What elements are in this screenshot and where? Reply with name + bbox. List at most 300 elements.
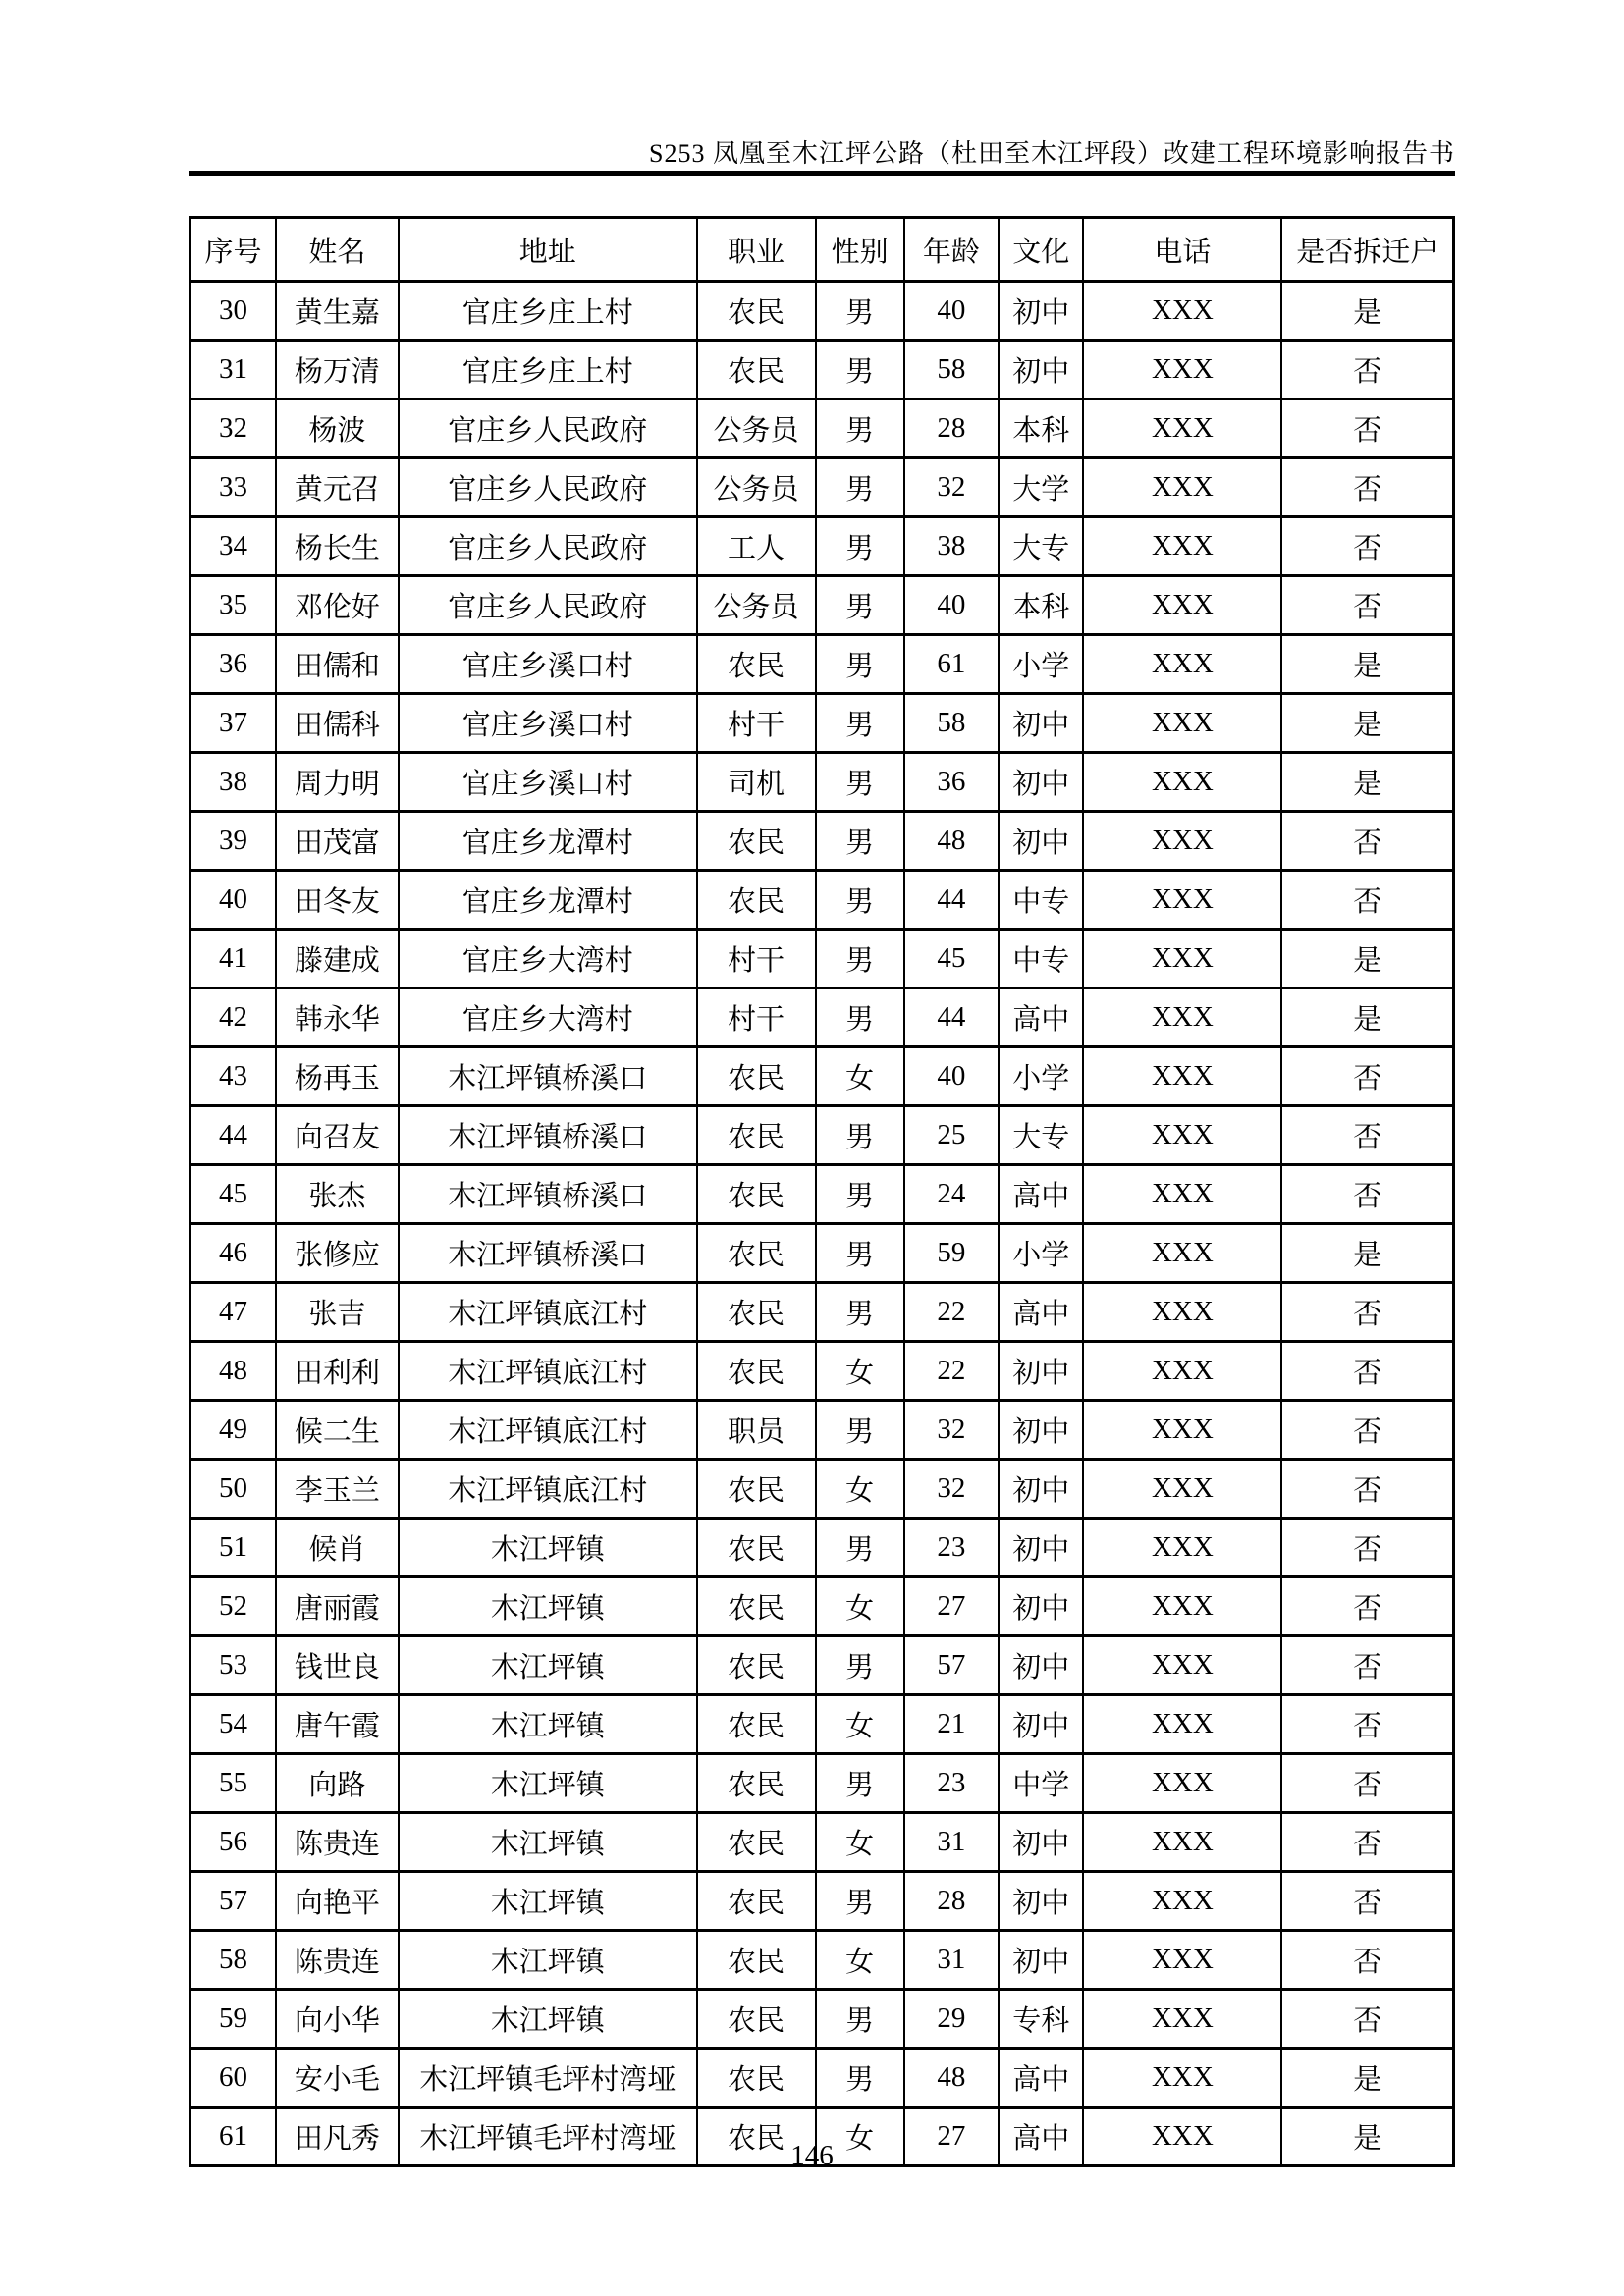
- table-cell: 女: [816, 1695, 904, 1754]
- page-number: 146: [790, 2140, 834, 2171]
- table-cell: 40: [904, 282, 1000, 341]
- table-row: [190, 635, 1454, 694]
- table-cell: 否: [1281, 1931, 1453, 1990]
- table-row: [190, 1695, 1454, 1754]
- table-cell: 农民: [697, 282, 816, 341]
- table-cell: 35: [190, 576, 277, 635]
- table-cell: 女: [816, 1460, 904, 1519]
- table-cell: 59: [904, 1224, 1000, 1283]
- table-row: [190, 341, 1454, 400]
- table-cell: 司机: [697, 753, 816, 812]
- table-cell: 女: [816, 2108, 904, 2166]
- table-cell: 47: [190, 1283, 277, 1342]
- table-cell: 小学: [999, 1047, 1083, 1106]
- table-cell: XXX: [1083, 988, 1281, 1047]
- table-cell: 初中: [999, 1636, 1083, 1695]
- table-cell: 农民: [697, 1990, 816, 2049]
- table-cell: 否: [1281, 576, 1453, 635]
- table-cell: 农民: [697, 1636, 816, 1695]
- table-cell: 38: [190, 753, 277, 812]
- table-row: [190, 694, 1454, 753]
- table-cell: 45: [190, 1165, 277, 1224]
- header-divider-rule: [189, 171, 1455, 176]
- table-cell: XXX: [1083, 2108, 1281, 2166]
- table-cell: 22: [904, 1342, 1000, 1401]
- table-row: [190, 1754, 1454, 1813]
- table-cell: 否: [1281, 1754, 1453, 1813]
- table-cell: 23: [904, 1519, 1000, 1577]
- table-cell: 男: [816, 1165, 904, 1224]
- table-cell: 农民: [697, 2049, 816, 2108]
- table-cell: 21: [904, 1695, 1000, 1754]
- table-cell: 农民: [697, 1931, 816, 1990]
- table-cell: 48: [904, 812, 1000, 871]
- table-cell: 男: [816, 1754, 904, 1813]
- table-cell: 农民: [697, 1106, 816, 1165]
- table-cell: 29: [904, 1990, 1000, 2049]
- table-cell: 田利利: [276, 1342, 399, 1401]
- table-cell: 是: [1281, 282, 1453, 341]
- table-cell: 候肖: [276, 1519, 399, 1577]
- table-cell: 中专: [999, 871, 1083, 930]
- table-cell: XXX: [1083, 1754, 1281, 1813]
- table-cell: XXX: [1083, 1342, 1281, 1401]
- table-cell: 31: [190, 341, 277, 400]
- table-cell: 韩永华: [276, 988, 399, 1047]
- table-cell: 32: [190, 400, 277, 458]
- table-cell: 31: [904, 1931, 1000, 1990]
- table-cell: 农民: [697, 1165, 816, 1224]
- table-cell: 官庄乡龙潭村: [399, 871, 697, 930]
- column-header: 年龄: [904, 218, 1000, 282]
- table-cell: XXX: [1083, 635, 1281, 694]
- table-cell: 57: [904, 1636, 1000, 1695]
- table-cell: 杨波: [276, 400, 399, 458]
- table-cell: XXX: [1083, 458, 1281, 517]
- table-cell: XXX: [1083, 341, 1281, 400]
- table-row: [190, 1106, 1454, 1165]
- table-cell: 27: [904, 1577, 1000, 1636]
- table-cell: 51: [190, 1519, 277, 1577]
- table-cell: 田冬友: [276, 871, 399, 930]
- table-cell: 农民: [697, 1577, 816, 1636]
- table-head: [190, 218, 1454, 282]
- table-cell: 48: [190, 1342, 277, 1401]
- table-cell: XXX: [1083, 282, 1281, 341]
- table-row: [190, 1990, 1454, 2049]
- table-cell: XXX: [1083, 1577, 1281, 1636]
- table-cell: 男: [816, 1224, 904, 1283]
- column-header: 序号: [190, 218, 277, 282]
- table-cell: 男: [816, 694, 904, 753]
- table-cell: 男: [816, 1106, 904, 1165]
- table-cell: 农民: [697, 871, 816, 930]
- table-cell: 高中: [999, 2108, 1083, 2166]
- table-cell: 官庄乡人民政府: [399, 400, 697, 458]
- table-cell: 49: [190, 1401, 277, 1460]
- table-cell: 木江坪镇底江村: [399, 1283, 697, 1342]
- table-cell: 初中: [999, 1577, 1083, 1636]
- table-cell: 23: [904, 1754, 1000, 1813]
- table-cell: XXX: [1083, 1401, 1281, 1460]
- table-cell: 向艳平: [276, 1872, 399, 1931]
- table-cell: 村干: [697, 930, 816, 988]
- table-cell: 木江坪镇桥溪口: [399, 1047, 697, 1106]
- table-cell: 唐丽霞: [276, 1577, 399, 1636]
- table-cell: 陈贵连: [276, 1931, 399, 1990]
- table-cell: XXX: [1083, 1695, 1281, 1754]
- column-header: 文化: [999, 218, 1083, 282]
- table-cell: 女: [816, 1813, 904, 1872]
- table-cell: 40: [904, 576, 1000, 635]
- table-cell: 否: [1281, 1695, 1453, 1754]
- table-row: [190, 458, 1454, 517]
- table-row: [190, 871, 1454, 930]
- table-cell: 是: [1281, 2049, 1453, 2108]
- table-cell: XXX: [1083, 1106, 1281, 1165]
- table-cell: 28: [904, 400, 1000, 458]
- table-row: [190, 1342, 1454, 1401]
- table-cell: 公务员: [697, 400, 816, 458]
- table-cell: 张吉: [276, 1283, 399, 1342]
- table-cell: 向召友: [276, 1106, 399, 1165]
- table-cell: 61: [190, 2108, 277, 2166]
- table-cell: XXX: [1083, 1047, 1281, 1106]
- table-row: [190, 576, 1454, 635]
- table-cell: XXX: [1083, 1224, 1281, 1283]
- table-cell: 53: [190, 1636, 277, 1695]
- table-cell: 中学: [999, 1754, 1083, 1813]
- table-cell: 大专: [999, 517, 1083, 576]
- table-row: [190, 1283, 1454, 1342]
- table-cell: XXX: [1083, 753, 1281, 812]
- table-cell: XXX: [1083, 871, 1281, 930]
- table-cell: 滕建成: [276, 930, 399, 988]
- table-row: [190, 812, 1454, 871]
- table-cell: 否: [1281, 1047, 1453, 1106]
- column-header: 职业: [697, 218, 816, 282]
- table-cell: 农民: [697, 2108, 816, 2166]
- table-cell: 村干: [697, 694, 816, 753]
- table-cell: 初中: [999, 1872, 1083, 1931]
- table-cell: 41: [190, 930, 277, 988]
- table-cell: 田凡秀: [276, 2108, 399, 2166]
- table-cell: 张修应: [276, 1224, 399, 1283]
- table-cell: XXX: [1083, 812, 1281, 871]
- table-cell: XXX: [1083, 2049, 1281, 2108]
- table-cell: XXX: [1083, 1519, 1281, 1577]
- table-cell: 初中: [999, 1342, 1083, 1401]
- table-cell: 农民: [697, 1872, 816, 1931]
- table-cell: 否: [1281, 1872, 1453, 1931]
- table-cell: 木江坪镇桥溪口: [399, 1106, 697, 1165]
- table-cell: 59: [190, 1990, 277, 2049]
- table-cell: 是: [1281, 694, 1453, 753]
- table-cell: 32: [904, 1460, 1000, 1519]
- table-cell: XXX: [1083, 694, 1281, 753]
- table-cell: 小学: [999, 635, 1083, 694]
- table-header-row: [190, 218, 1454, 282]
- table-cell: 是: [1281, 930, 1453, 988]
- table-cell: 32: [904, 1401, 1000, 1460]
- table-row: [190, 517, 1454, 576]
- table-cell: 农民: [697, 1519, 816, 1577]
- table-cell: 木江坪镇毛坪村湾垭: [399, 2049, 697, 2108]
- table-cell: 女: [816, 1047, 904, 1106]
- table-cell: 农民: [697, 635, 816, 694]
- table-cell: 男: [816, 576, 904, 635]
- table-cell: 男: [816, 1283, 904, 1342]
- table-cell: XXX: [1083, 1813, 1281, 1872]
- table-row: [190, 1577, 1454, 1636]
- table-cell: 高中: [999, 1165, 1083, 1224]
- table-cell: 初中: [999, 341, 1083, 400]
- table-cell: 向小华: [276, 1990, 399, 2049]
- table-cell: 木江坪镇: [399, 1813, 697, 1872]
- table-cell: 官庄乡人民政府: [399, 458, 697, 517]
- table-cell: 初中: [999, 812, 1083, 871]
- table-cell: 男: [816, 282, 904, 341]
- table-cell: 初中: [999, 1931, 1083, 1990]
- table-row: [190, 988, 1454, 1047]
- table-cell: 43: [190, 1047, 277, 1106]
- table-cell: 否: [1281, 1401, 1453, 1460]
- table-cell: 40: [190, 871, 277, 930]
- table-cell: 34: [190, 517, 277, 576]
- table-cell: 28: [904, 1872, 1000, 1931]
- table-cell: 45: [904, 930, 1000, 988]
- table-cell: 农民: [697, 812, 816, 871]
- table-cell: 工人: [697, 517, 816, 576]
- table-cell: 39: [190, 812, 277, 871]
- table-row: [190, 400, 1454, 458]
- table-cell: 男: [816, 635, 904, 694]
- table-cell: 58: [904, 694, 1000, 753]
- table-cell: 初中: [999, 1460, 1083, 1519]
- table-cell: 否: [1281, 1165, 1453, 1224]
- table-cell: 木江坪镇底江村: [399, 1342, 697, 1401]
- table-row: [190, 753, 1454, 812]
- table-cell: 男: [816, 871, 904, 930]
- table-cell: 初中: [999, 1695, 1083, 1754]
- table-cell: 31: [904, 1813, 1000, 1872]
- table-cell: 杨万清: [276, 341, 399, 400]
- table-cell: 58: [904, 341, 1000, 400]
- table-cell: 杨长生: [276, 517, 399, 576]
- table-cell: 专科: [999, 1990, 1083, 2049]
- table-row: [190, 1519, 1454, 1577]
- table-cell: 农民: [697, 1460, 816, 1519]
- table-cell: 官庄乡溪口村: [399, 753, 697, 812]
- table-cell: 否: [1281, 1519, 1453, 1577]
- table-cell: 否: [1281, 871, 1453, 930]
- table-cell: 44: [904, 988, 1000, 1047]
- table-cell: 木江坪镇: [399, 1872, 697, 1931]
- table-cell: 官庄乡龙潭村: [399, 812, 697, 871]
- respondents-table: [189, 216, 1455, 2167]
- table-cell: 中专: [999, 930, 1083, 988]
- table-cell: 否: [1281, 341, 1453, 400]
- table-cell: 否: [1281, 1460, 1453, 1519]
- table-cell: 否: [1281, 1342, 1453, 1401]
- table-cell: 22: [904, 1283, 1000, 1342]
- table-cell: 公务员: [697, 458, 816, 517]
- table-cell: 候二生: [276, 1401, 399, 1460]
- table-cell: 初中: [999, 694, 1083, 753]
- table-cell: 农民: [697, 1224, 816, 1283]
- table-cell: 官庄乡大湾村: [399, 930, 697, 988]
- table-cell: 职员: [697, 1401, 816, 1460]
- table-cell: 农民: [697, 1342, 816, 1401]
- table-cell: XXX: [1083, 1636, 1281, 1695]
- table-cell: XXX: [1083, 1872, 1281, 1931]
- table-cell: 女: [816, 1342, 904, 1401]
- table-row: [190, 1224, 1454, 1283]
- table-cell: 否: [1281, 1106, 1453, 1165]
- table-cell: 木江坪镇: [399, 1990, 697, 2049]
- table-cell: 农民: [697, 341, 816, 400]
- table-cell: 男: [816, 517, 904, 576]
- table-cell: XXX: [1083, 1165, 1281, 1224]
- table-cell: 木江坪镇底江村: [399, 1401, 697, 1460]
- table-cell: 田儒和: [276, 635, 399, 694]
- table-cell: 官庄乡人民政府: [399, 517, 697, 576]
- table-cell: 55: [190, 1754, 277, 1813]
- table-row: [190, 930, 1454, 988]
- table-row: [190, 1460, 1454, 1519]
- table-cell: 初中: [999, 753, 1083, 812]
- table-cell: 木江坪镇底江村: [399, 1460, 697, 1519]
- table-cell: 否: [1281, 400, 1453, 458]
- column-header: 姓名: [276, 218, 399, 282]
- column-header: 地址: [399, 218, 697, 282]
- table-row: [190, 1047, 1454, 1106]
- table-cell: 42: [190, 988, 277, 1047]
- table-cell: 40: [904, 1047, 1000, 1106]
- table-cell: 村干: [697, 988, 816, 1047]
- table-row: [190, 2049, 1454, 2108]
- table-row: [190, 282, 1454, 341]
- table-cell: 58: [190, 1931, 277, 1990]
- table-cell: 25: [904, 1106, 1000, 1165]
- table-cell: 大专: [999, 1106, 1083, 1165]
- table-cell: 否: [1281, 812, 1453, 871]
- table-cell: 官庄乡溪口村: [399, 694, 697, 753]
- table-cell: 农民: [697, 1754, 816, 1813]
- table-row: [190, 1636, 1454, 1695]
- table-cell: 农民: [697, 1047, 816, 1106]
- table-cell: 木江坪镇: [399, 1577, 697, 1636]
- table-cell: 50: [190, 1460, 277, 1519]
- table-cell: 57: [190, 1872, 277, 1931]
- table-cell: 27: [904, 2108, 1000, 2166]
- table-cell: 男: [816, 400, 904, 458]
- table-cell: 男: [816, 930, 904, 988]
- table-cell: 60: [190, 2049, 277, 2108]
- table-cell: 农民: [697, 1813, 816, 1872]
- table-cell: 33: [190, 458, 277, 517]
- table-cell: 木江坪镇: [399, 1519, 697, 1577]
- table-cell: 30: [190, 282, 277, 341]
- table-cell: 邓伦好: [276, 576, 399, 635]
- table-cell: 是: [1281, 2108, 1453, 2166]
- table-cell: 女: [816, 1577, 904, 1636]
- table-cell: 男: [816, 1519, 904, 1577]
- table-cell: 男: [816, 988, 904, 1047]
- table-cell: XXX: [1083, 576, 1281, 635]
- table-cell: XXX: [1083, 930, 1281, 988]
- table-cell: 男: [816, 812, 904, 871]
- table-cell: 公务员: [697, 576, 816, 635]
- table-cell: 否: [1281, 517, 1453, 576]
- table-row: [190, 1931, 1454, 1990]
- table-cell: 田茂富: [276, 812, 399, 871]
- table-cell: 48: [904, 2049, 1000, 2108]
- table-cell: 男: [816, 458, 904, 517]
- table-cell: 男: [816, 1990, 904, 2049]
- table-cell: 61: [904, 635, 1000, 694]
- document-header-title: S253 凤凰至木江坪公路（杜田至木江坪段）改建工程环境影响报告书: [649, 139, 1455, 168]
- table-cell: XXX: [1083, 1460, 1281, 1519]
- table-row: [190, 1813, 1454, 1872]
- table-cell: 大学: [999, 458, 1083, 517]
- table-cell: 钱世良: [276, 1636, 399, 1695]
- table-cell: 黄生嘉: [276, 282, 399, 341]
- table-cell: 安小毛: [276, 2049, 399, 2108]
- table-cell: 官庄乡庄上村: [399, 282, 697, 341]
- table-cell: 张杰: [276, 1165, 399, 1224]
- table-cell: 木江坪镇: [399, 1931, 697, 1990]
- table-cell: 木江坪镇桥溪口: [399, 1224, 697, 1283]
- table-cell: 男: [816, 1872, 904, 1931]
- table-cell: 36: [904, 753, 1000, 812]
- table-cell: 高中: [999, 2049, 1083, 2108]
- table-cell: 黄元召: [276, 458, 399, 517]
- table-cell: 44: [904, 871, 1000, 930]
- table-cell: 本科: [999, 400, 1083, 458]
- table-cell: 初中: [999, 282, 1083, 341]
- table-cell: 高中: [999, 1283, 1083, 1342]
- table-cell: XXX: [1083, 400, 1281, 458]
- table-cell: 本科: [999, 576, 1083, 635]
- table-cell: 木江坪镇: [399, 1636, 697, 1695]
- table-cell: 男: [816, 753, 904, 812]
- table-cell: 是: [1281, 635, 1453, 694]
- table-row: [190, 1872, 1454, 1931]
- table-cell: 男: [816, 341, 904, 400]
- table-cell: 否: [1281, 458, 1453, 517]
- table-row: [190, 1165, 1454, 1224]
- table-cell: 否: [1281, 1577, 1453, 1636]
- table-cell: XXX: [1083, 1990, 1281, 2049]
- table-cell: 高中: [999, 988, 1083, 1047]
- table-cell: XXX: [1083, 517, 1281, 576]
- table-cell: 陈贵连: [276, 1813, 399, 1872]
- table-cell: 24: [904, 1165, 1000, 1224]
- table-row: [190, 1401, 1454, 1460]
- table-cell: 56: [190, 1813, 277, 1872]
- table-body: [190, 282, 1454, 2166]
- table-cell: 男: [816, 1636, 904, 1695]
- table-cell: 否: [1281, 1813, 1453, 1872]
- table-cell: 32: [904, 458, 1000, 517]
- table-cell: 农民: [697, 1695, 816, 1754]
- table-cell: 初中: [999, 1401, 1083, 1460]
- table-cell: 官庄乡人民政府: [399, 576, 697, 635]
- table-cell: 44: [190, 1106, 277, 1165]
- table-cell: 官庄乡庄上村: [399, 341, 697, 400]
- column-header: 电话: [1083, 218, 1281, 282]
